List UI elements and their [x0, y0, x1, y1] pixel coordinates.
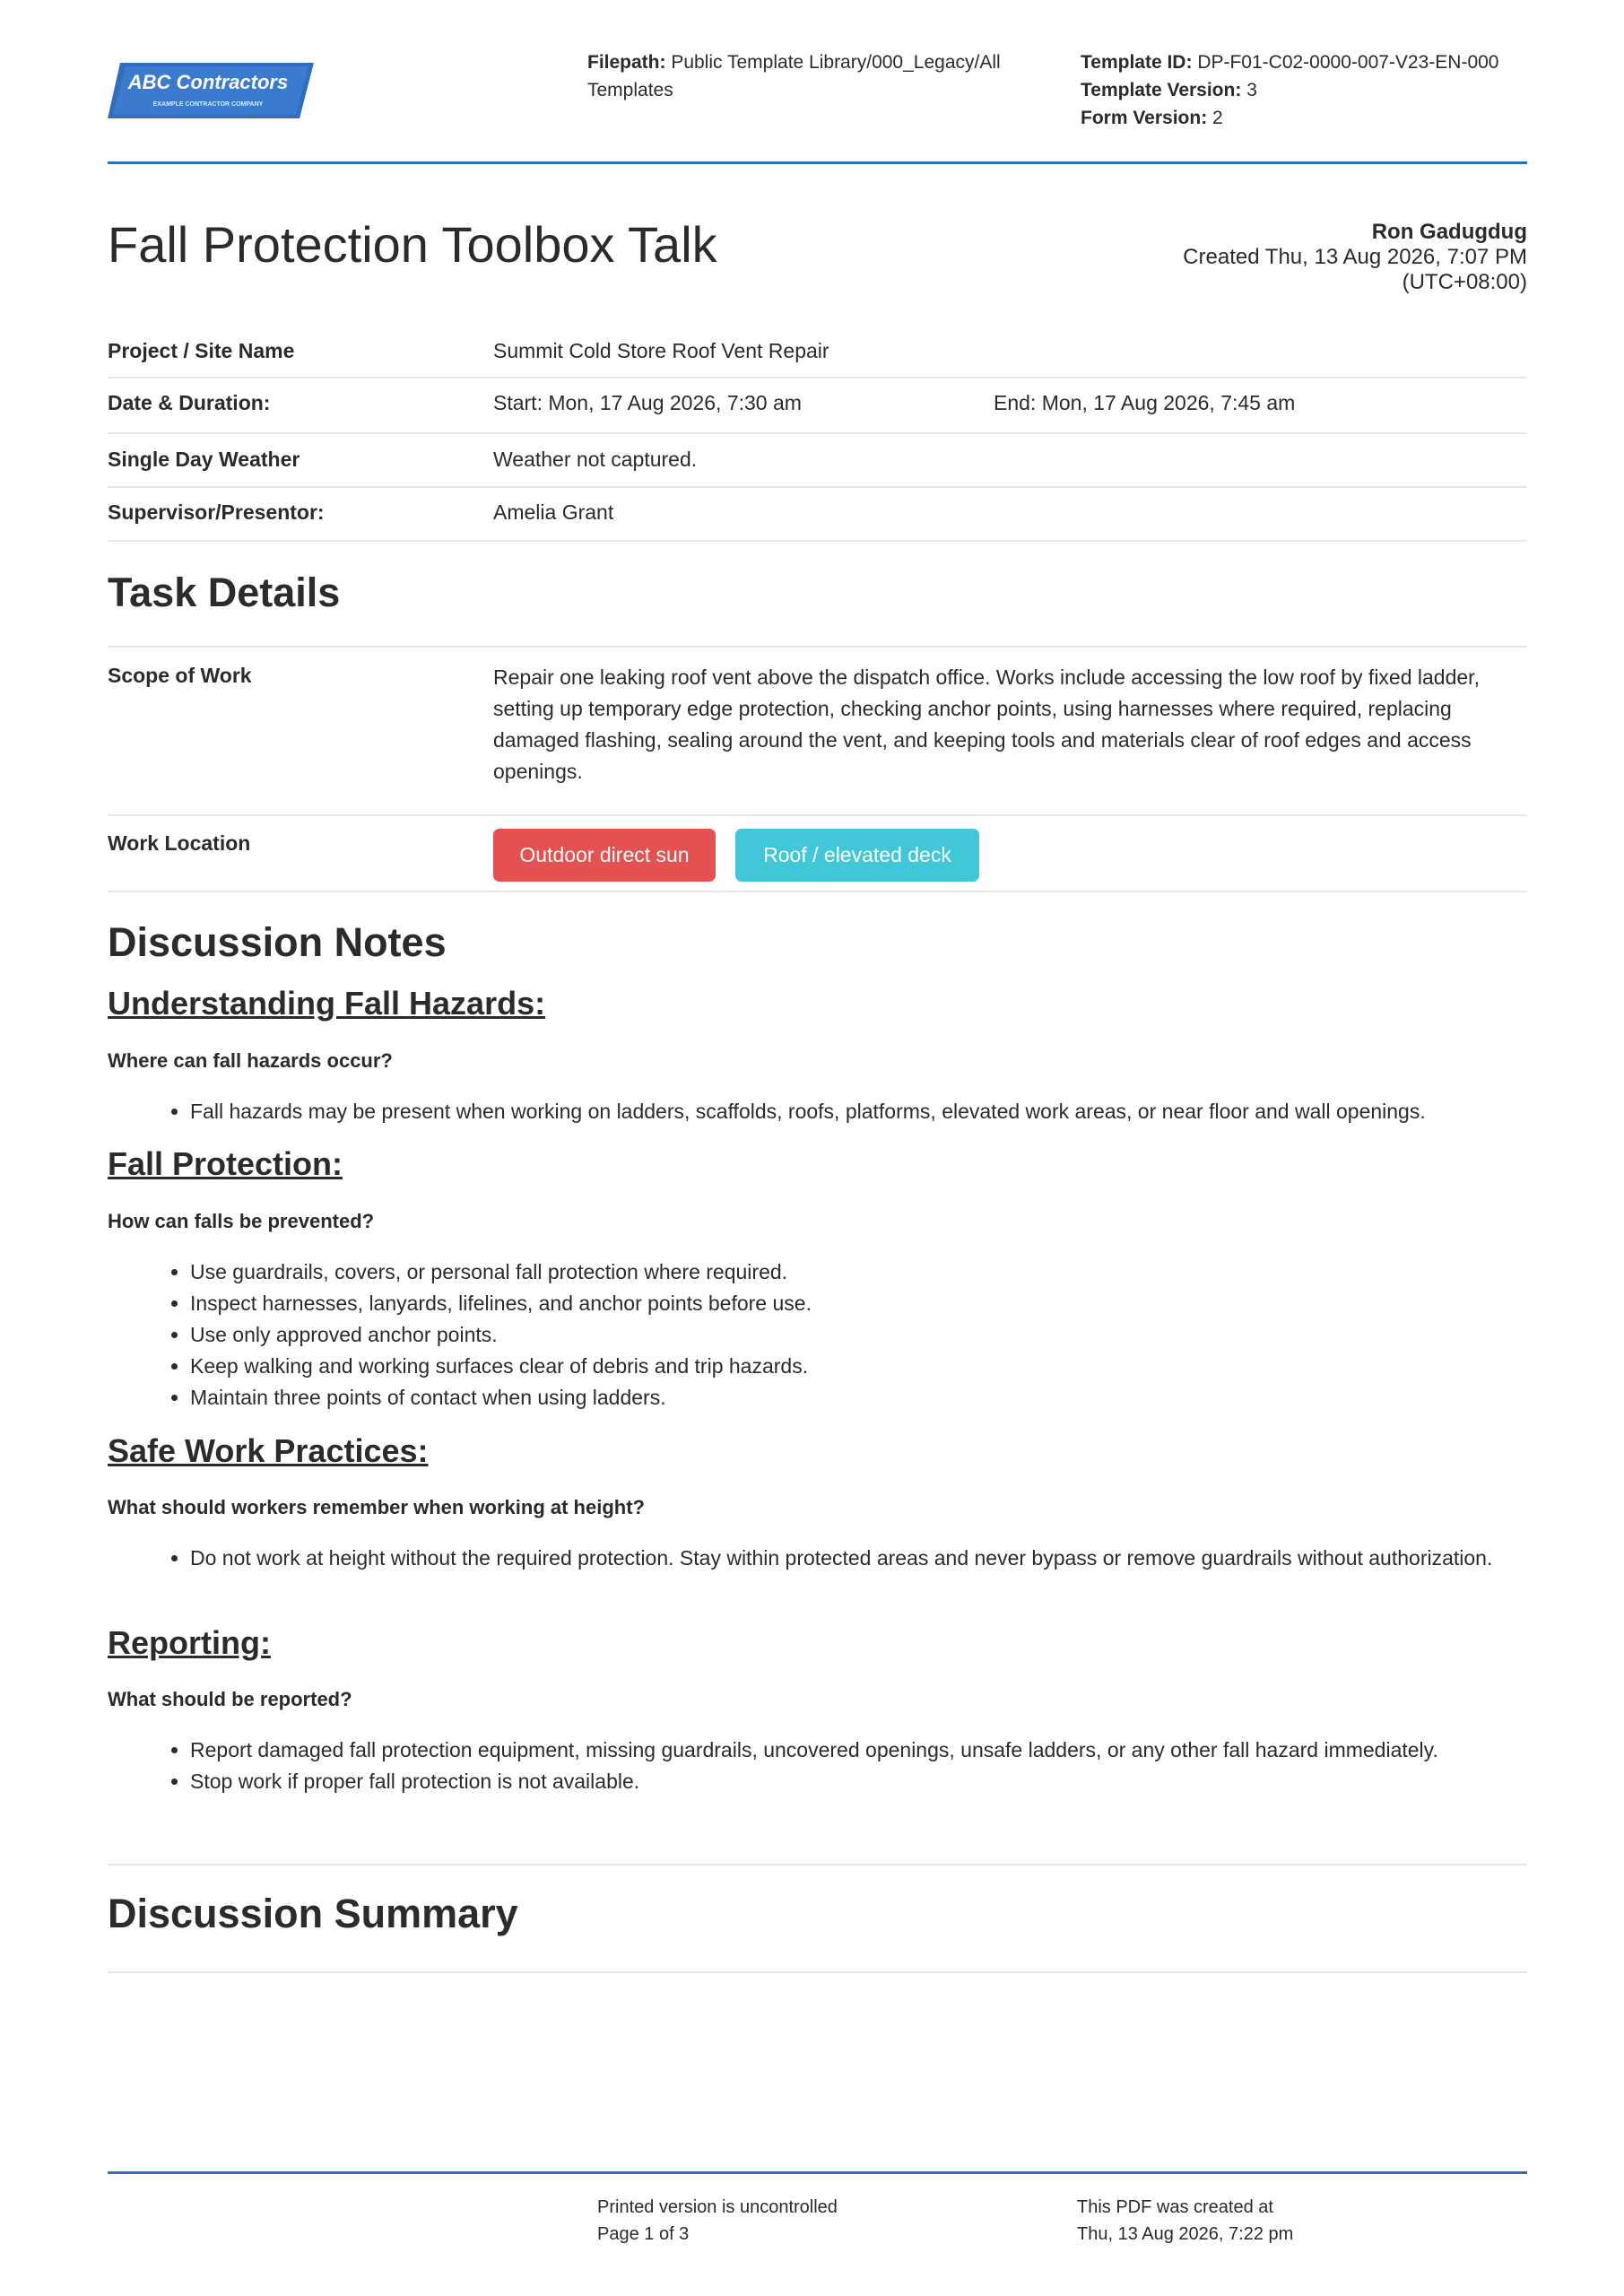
list-item: • Stop work if proper fall protection is not available.	[190, 1766, 1526, 1797]
list-item: • Inspect harnesses, lanyards, lifelines, and anchor points before use.	[190, 1288, 1526, 1319]
pdf-created-label: This PDF was created at	[1077, 2197, 1273, 2217]
filepath-value: Public Template Library/000_Legacy/All Templates	[587, 52, 1001, 100]
template-id-value: DP-F01-C02-0000-007-V23-EN-000	[1197, 52, 1499, 73]
notes-divider	[108, 1864, 1527, 1866]
document-page	[108, 0, 1527, 2296]
section-title-fall-hazards: Understanding Fall Hazards:	[108, 985, 546, 1022]
list-item: • Fall hazards may be present when working on ladders, scaffolds, roofs, platforms, elevated work areas, or near floor and wall openings.	[190, 1096, 1526, 1127]
info-row-supervisor	[108, 486, 1527, 542]
section-title-safe-work: Safe Work Practices:	[108, 1432, 429, 1469]
page-title: Fall Protection Toolbox Talk	[108, 216, 717, 273]
task-details-heading: Task Details	[108, 570, 341, 615]
location-tag-outdoor-sun: Outdoor direct sun	[493, 829, 716, 882]
bullet-list-safe-work	[151, 1543, 1526, 1574]
location-divider	[108, 891, 1527, 892]
filepath-block	[587, 48, 1018, 104]
question-fall-hazards: Where can fall hazards occur?	[108, 1049, 393, 1072]
footer-created-info	[1077, 2194, 1293, 2248]
created-date: Created Thu, 13 Aug 2026, 7:07 PM	[1183, 245, 1527, 269]
template-info-block	[1081, 48, 1529, 132]
bullet-list-reporting	[151, 1735, 1526, 1797]
date-start-value: Start: Mon, 17 Aug 2026, 7:30 am	[493, 391, 802, 414]
list-item: • Do not work at height without the required protection. Stay within protected areas and never bypass or remove guardrails without authorization.	[190, 1543, 1526, 1574]
project-value: Summit Cold Store Roof Vent Repair	[493, 339, 829, 362]
document-header	[108, 45, 1527, 163]
form-version-row	[1081, 104, 1529, 132]
logo-brand-text: ABC Contractors	[127, 71, 289, 93]
template-version-label: Template Version:	[1081, 80, 1242, 100]
page-number: Page 1 of 3	[597, 2224, 690, 2244]
weather-value: Weather not captured.	[493, 448, 698, 471]
scope-divider	[108, 814, 1527, 816]
discussion-notes-heading: Discussion Notes	[108, 919, 447, 965]
uncontrolled-notice: Printed version is uncontrolled	[597, 2197, 838, 2217]
list-item: • Report damaged fall protection equipment, missing guardrails, uncovered openings, unsafe ladders, or any other fall hazard immediately.	[190, 1735, 1526, 1766]
list-item: • Use guardrails, covers, or personal fall protection where required.	[190, 1257, 1526, 1288]
info-row-date	[108, 377, 1527, 434]
template-version-value: 3	[1246, 80, 1257, 100]
scope-of-work-value: Repair one leaking roof vent above the dispatch office. Works include accessing the low roof by fixed ladder, setting up temporary edge protection, checking anchor points, using harnesses where required, replacing damaged flashing, sealing around the vent, and keeping tools and materials clear of roof edges and access openings.	[493, 665, 1480, 783]
template-id-row	[1081, 48, 1529, 76]
bullet-list-fall-protection	[151, 1257, 1526, 1413]
logo-tagline-text: EXAMPLE CONTRACTOR COMPANY	[152, 101, 264, 108]
footer-print-info	[597, 2194, 838, 2248]
section-title-reporting: Reporting:	[108, 1624, 271, 1661]
footer-divider	[108, 2171, 1527, 2174]
info-row-project	[108, 332, 1527, 378]
list-item: • Keep walking and working surfaces clear of debris and trip hazards.	[190, 1351, 1526, 1382]
filepath-label: Filepath:	[587, 52, 666, 73]
list-item: • Use only approved anchor points.	[190, 1319, 1526, 1351]
supervisor-label: Supervisor/Presentor:	[108, 500, 325, 524]
template-version-row	[1081, 76, 1529, 104]
project-label: Project / Site Name	[108, 339, 295, 362]
list-item: • Maintain three points of contact when using ladders.	[190, 1382, 1526, 1413]
bullet-list-fall-hazards	[151, 1096, 1526, 1127]
question-reporting: What should be reported?	[108, 1688, 352, 1710]
company-logo	[108, 59, 314, 122]
question-safe-work: What should workers remember when working at height?	[108, 1496, 645, 1518]
date-end-value: End: Mon, 17 Aug 2026, 7:45 am	[994, 391, 1296, 414]
info-row-weather	[108, 432, 1527, 488]
template-id-label: Template ID:	[1081, 52, 1193, 73]
author-name: Ron Gadugdug	[1371, 220, 1527, 244]
weather-label: Single Day Weather	[108, 448, 300, 471]
discussion-summary-heading: Discussion Summary	[108, 1891, 518, 1936]
task-details-divider	[108, 646, 1527, 648]
work-location-label: Work Location	[108, 831, 251, 855]
summary-divider	[108, 1971, 1527, 1973]
form-version-value: 2	[1212, 108, 1223, 128]
supervisor-value: Amelia Grant	[493, 500, 614, 524]
location-tag-roof-deck: Roof / elevated deck	[735, 829, 979, 882]
question-fall-protection: How can falls be prevented?	[108, 1210, 375, 1232]
author-block	[1183, 220, 1527, 295]
form-version-label: Form Version:	[1081, 108, 1208, 128]
header-divider	[108, 161, 1527, 164]
scope-of-work-label: Scope of Work	[108, 664, 252, 687]
created-timezone: (UTC+08:00)	[1402, 270, 1527, 294]
section-title-fall-protection: Fall Protection:	[108, 1145, 343, 1182]
pdf-created-value: Thu, 13 Aug 2026, 7:22 pm	[1077, 2224, 1294, 2244]
date-label: Date & Duration:	[108, 391, 271, 414]
